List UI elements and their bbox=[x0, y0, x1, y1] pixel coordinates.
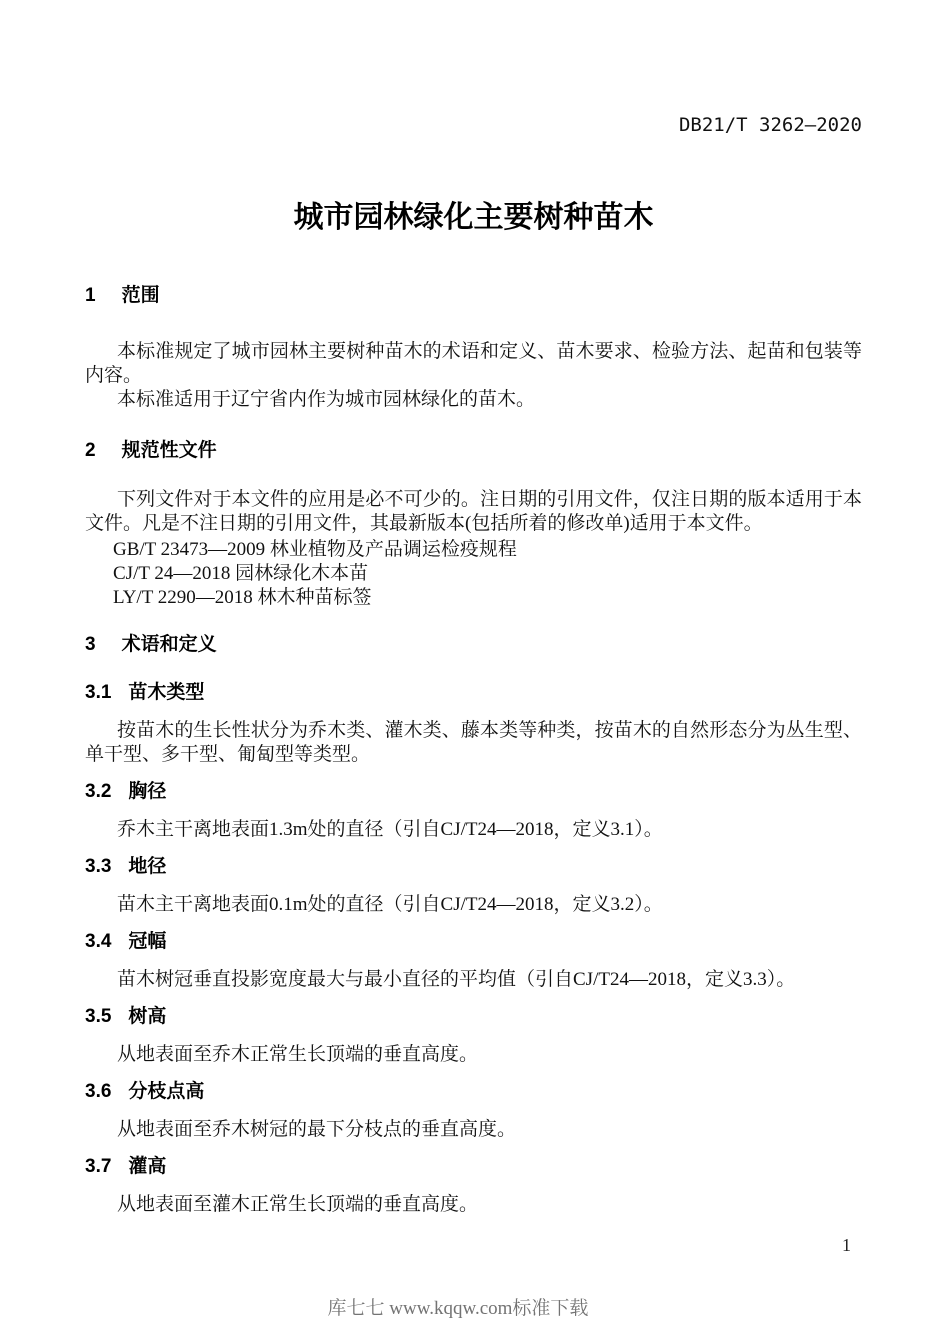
subsection-heading bbox=[85, 1004, 862, 1030]
subsection-3-3 bbox=[85, 854, 862, 917]
subsection-number: 3.1 bbox=[85, 682, 112, 703]
subsection-title: 苗木类型 bbox=[128, 682, 205, 703]
subsection-title: 分枝点高 bbox=[128, 1081, 205, 1102]
subsection-body: 乔木主干离地表面1.3m处的直径（引自CJ/T24—2018，定义3.1）。 bbox=[117, 819, 663, 840]
section-number: 3 bbox=[85, 634, 96, 655]
scope-paragraphs bbox=[85, 340, 862, 412]
subsection-number: 3.2 bbox=[85, 781, 112, 802]
subsection-number: 3.3 bbox=[85, 856, 112, 877]
subsection-heading bbox=[85, 779, 862, 805]
subsection-body: 从地表面至灌木正常生长顶端的垂直高度。 bbox=[117, 1194, 479, 1215]
subsection-title: 地径 bbox=[128, 856, 167, 877]
subsection-3-1 bbox=[85, 680, 862, 767]
scope-paragraph-1: 本标准规定了城市园林主要树种苗木的术语和定义、苗木要求、检验方法、起苗和包装等内容。 bbox=[85, 341, 862, 386]
subsection-heading bbox=[85, 680, 862, 706]
document-title: 城市园林绿化主要树种苗木 bbox=[293, 201, 654, 234]
subsection-3-4 bbox=[85, 929, 862, 992]
subsection-body: 苗木主干离地表面0.1m处的直径（引自CJ/T24—2018，定义3.2）。 bbox=[117, 894, 663, 915]
subsection-3-2 bbox=[85, 779, 862, 842]
subsection-3-5 bbox=[85, 1004, 862, 1067]
normative-intro-paragraph: 下列文件对于本文件的应用是必不可少的。注日期的引用文件，仅注日期的版本适用于本文件。凡是不注日期的引用文件，其最新版本(包括所着的修改单)适用于本文件。 bbox=[85, 489, 862, 534]
subsection-3-7 bbox=[85, 1154, 862, 1217]
watermark-text: 库七七 www.kqqw.com标准下载 bbox=[327, 1298, 589, 1319]
reference-item: GB/T 23473—2009 林业植物及产品调运检疫规程 bbox=[113, 539, 517, 560]
subsection-number: 3.6 bbox=[85, 1081, 112, 1102]
subsection-body: 从地表面至乔木树冠的最下分枝点的垂直高度。 bbox=[117, 1119, 517, 1140]
subsection-body: 苗木树冠垂直投影宽度最大与最小直径的平均值（引自CJ/T24—2018，定义3.3）。 bbox=[117, 969, 796, 990]
scope-paragraph-2: 本标准适用于辽宁省内作为城市园林绿化的苗木。 bbox=[117, 389, 536, 410]
subsection-heading bbox=[85, 1154, 862, 1180]
section-title: 规范性文件 bbox=[121, 440, 217, 461]
normative-reference-list bbox=[85, 538, 862, 610]
subsection-title: 胸径 bbox=[128, 781, 167, 802]
subsection-number: 3.5 bbox=[85, 1006, 112, 1027]
reference-item: CJ/T 24—2018 园林绿化木本苗 bbox=[113, 563, 369, 584]
subsection-title: 冠幅 bbox=[128, 931, 167, 952]
subsection-3-6 bbox=[85, 1079, 862, 1142]
reference-item: LY/T 2290—2018 林木种苗标签 bbox=[113, 587, 372, 608]
section-number: 1 bbox=[85, 285, 96, 306]
subsection-title: 灌高 bbox=[128, 1156, 167, 1177]
section-number: 2 bbox=[85, 440, 96, 461]
subsection-body: 从地表面至乔木正常生长顶端的垂直高度。 bbox=[117, 1044, 479, 1065]
section-title: 范围 bbox=[121, 285, 160, 306]
subsection-number: 3.7 bbox=[85, 1156, 112, 1177]
subsection-title: 树高 bbox=[128, 1006, 167, 1027]
section-heading-normative bbox=[85, 438, 862, 464]
subsection-heading bbox=[85, 1079, 862, 1105]
subsection-heading bbox=[85, 929, 862, 955]
section-heading-terms bbox=[85, 632, 862, 658]
subsection-heading bbox=[85, 854, 862, 880]
section-title: 术语和定义 bbox=[121, 634, 217, 655]
section-heading-scope bbox=[85, 283, 862, 309]
page-number: 1 bbox=[842, 1235, 851, 1255]
subsection-body: 按苗木的生长性状分为乔木类、灌木类、藤本类等种类，按苗木的自然形态分为丛生型、单干型、多干型、匍匐型等类型。 bbox=[85, 720, 862, 765]
standard-code: DB21/T 3262—2020 bbox=[678, 114, 862, 136]
subsection-number: 3.4 bbox=[85, 931, 112, 952]
